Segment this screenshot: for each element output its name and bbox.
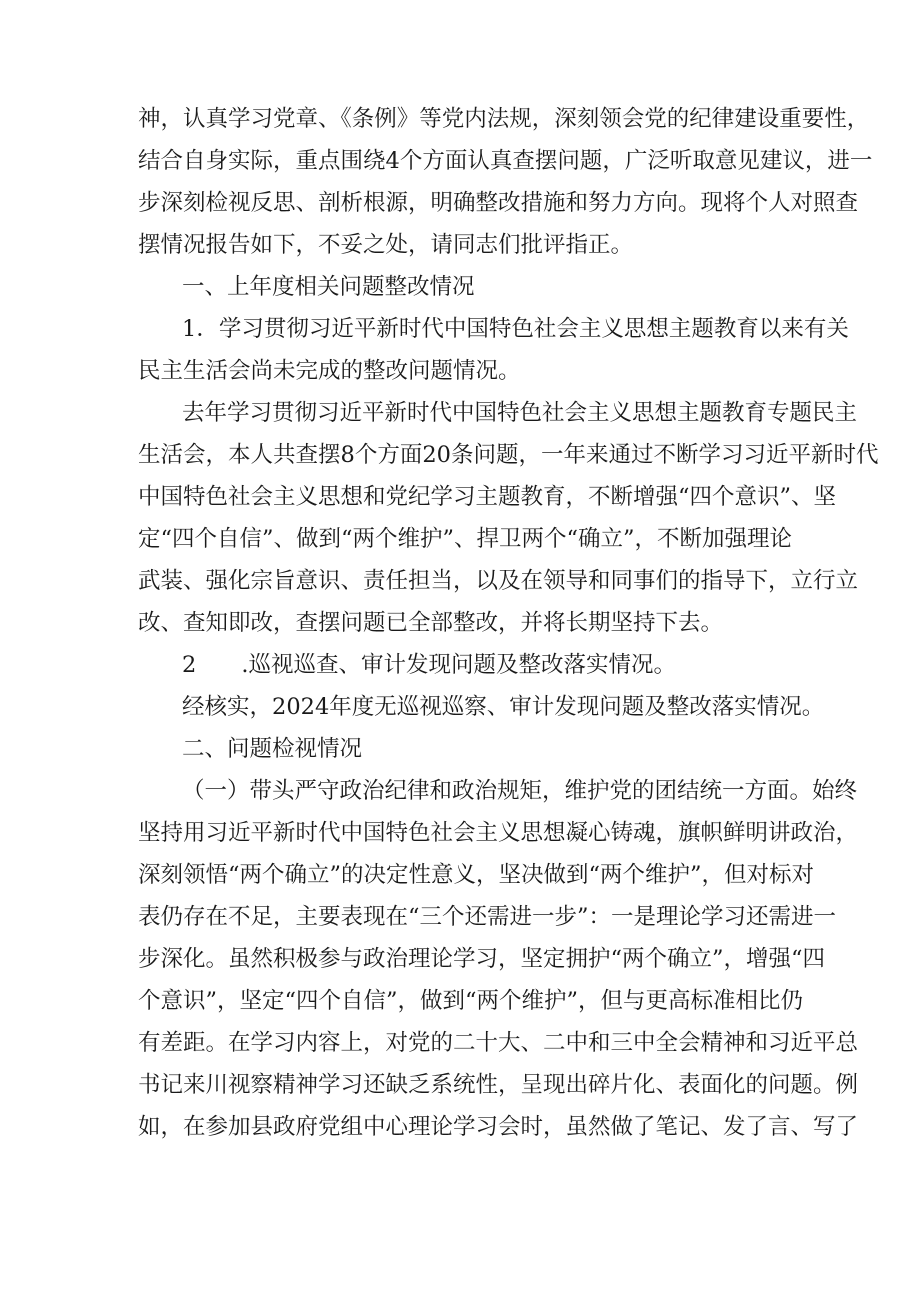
text-line: 经核实，2024年度无巡视巡察、审计发现问题及整改落实情况。 (182, 694, 825, 720)
section-heading: 一、上年度相关问题整改情况 (182, 274, 475, 300)
text-line: 有差距。在学习内容上，对党的二十大、二中和三中全会精神和习近平总 (138, 1030, 859, 1056)
text-line: 坚持用习近平新时代中国特色社会主义思想凝心铸魂，旗帜鲜明讲政治， (138, 820, 859, 846)
text-line: 民主生活会尚未完成的整改问题情况。 (138, 358, 521, 384)
text-line: 生活会，本人共查摆8个方面20条问题，一年来通过不断学习习近平新时代 (138, 442, 879, 468)
text-line: 表仍存在不足，主要表现在“三个还需进一步”：一是理论学习还需进一 (138, 904, 837, 930)
text-line: 如，在参加县政府党组中心理论学习会时，虽然做了笔记、发了言、写了 (138, 1114, 859, 1140)
text-line: 改、查知即改，查摆问题已全部整改，并将长期坚持下去。 (138, 610, 724, 636)
text-line: 定“四个自信”、做到“两个维护”、捍卫两个“确立”，不断加强理论 (138, 526, 793, 552)
text-line: 书记来川视察精神学习还缺乏系统性，呈现出碎片化、表面化的问题。例 (138, 1072, 859, 1098)
text-line: 中国特色社会主义思想和党纪学习主题教育，不断增强“四个意识”、坚 (138, 484, 837, 510)
text-line: 1．学习贯彻习近平新时代中国特色社会主义思想主题教育以来有关 (182, 316, 849, 342)
text-line: 步深化。虽然积极参与政治理论学习，坚定拥护“两个确立”，增强“四 (138, 946, 826, 972)
text-line: 武装、强化宗旨意识、责任担当，以及在领导和同事们的指导下，立行立 (138, 568, 859, 594)
text-line: 2 .巡视巡查、审计发现问题及整改落实情况。 (182, 652, 676, 678)
text-line: （一）带头严守政治纪律和政治规矩，维护党的团结统一方面。始终 (182, 778, 858, 804)
section-heading: 二、问题检视情况 (182, 736, 363, 762)
text-line: 摆情况报告如下，不妥之处，请同志们批评指正。 (138, 232, 634, 258)
text-line: 深刻领悟“两个确立”的决定性意义，坚决做到“两个维护”，但对标对 (138, 862, 815, 888)
document-body (138, 98, 879, 1148)
text-line: 步深刻检视反思、剖析根源，明确整改措施和努力方向。现将个人对照查 (138, 190, 859, 216)
text-line: 结合自身实际，重点围绕4个方面认真查摆问题，广泛听取意见建议，进一 (138, 148, 873, 174)
text-line: 去年学习贯彻习近平新时代中国特色社会主义思想主题教育专题民主 (182, 400, 858, 426)
text-line: 个意识”，坚定“四个自信”，做到“两个维护”，但与更高标准相比仍 (138, 988, 804, 1014)
text-line: 神，认真学习党章、《条例》等党内法规，深刻领会党的纪律建设重要性， (138, 106, 870, 132)
